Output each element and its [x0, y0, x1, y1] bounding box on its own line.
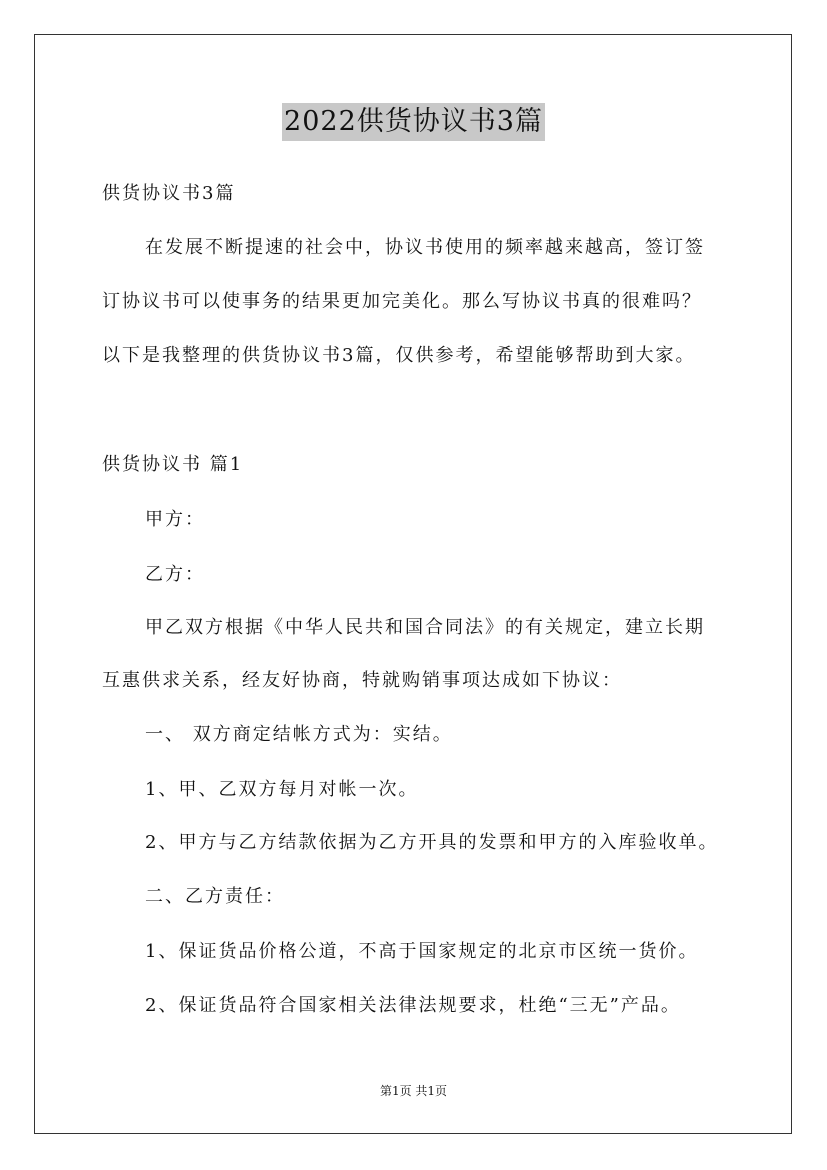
section-heading: 供货协议书 篇1 — [102, 454, 244, 475]
body-line: 2、甲方与乙方结款依据为乙方开具的发票和甲方的入库验收单。 — [145, 832, 719, 853]
body-line: 1、保证货品价格公道，不高于国家规定的北京市区统一货价。 — [145, 941, 699, 962]
body-line: 互惠供求关系，经友好协商，特就购销事项达成如下协议： — [102, 670, 622, 691]
intro-line: 订协议书可以使事务的结果更加完美化。那么写协议书真的很难吗？ — [102, 291, 702, 312]
body-line: 二、乙方责任： — [145, 886, 285, 907]
body-line: 1、甲、乙双方每月对帐一次。 — [145, 779, 419, 800]
party-b-label: 乙方： — [145, 564, 205, 585]
intro-line: 以下是我整理的供货协议书3篇，仅供参考，希望能够帮助到大家。 — [102, 345, 696, 366]
document-subtitle: 供货协议书3篇 — [102, 183, 236, 204]
body-line: 一、 双方商定结帐方式为：实结。 — [145, 724, 453, 745]
intro-line: 在发展不断提速的社会中，协议书使用的频率越来越高，签订签 — [145, 237, 705, 258]
party-a-label: 甲方： — [145, 509, 205, 530]
title-container — [0, 103, 827, 141]
document-title: 2022供货协议书3篇 — [282, 103, 545, 141]
body-line: 甲乙双方根据《中华人民共和国合同法》的有关规定，建立长期 — [145, 617, 705, 638]
body-line: 2、保证货品符合国家相关法律法规要求，杜绝“三无”产品。 — [145, 995, 681, 1016]
page-footer: 第1页 共1页 — [379, 1084, 448, 1098]
